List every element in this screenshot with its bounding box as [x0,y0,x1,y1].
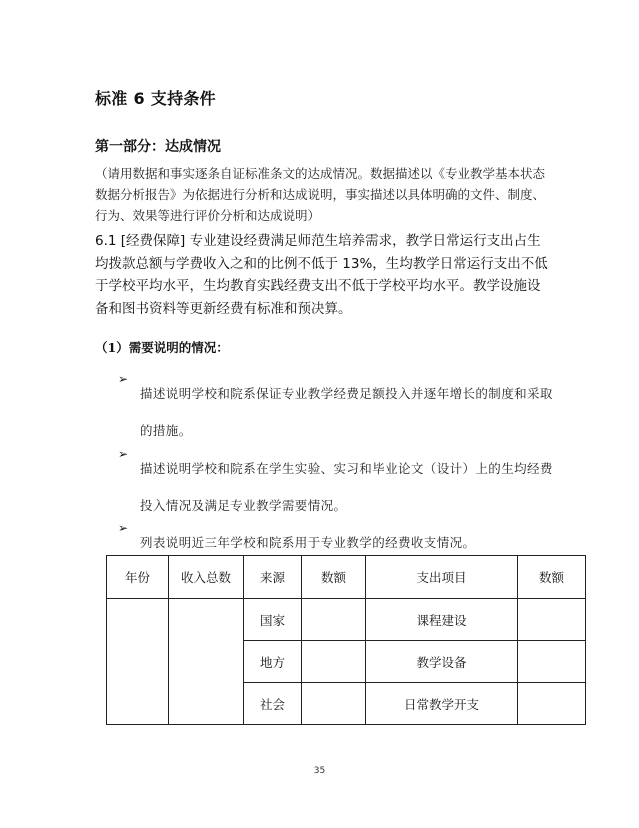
amount-cell [302,683,366,725]
standard-title: 标准 6 支持条件 [95,89,216,108]
bullet-item: 描述说明学校和院系在学生实验、实习和毕业论文（设计）上的生均经费投入情况及满足专业教学需要情况。 [140,460,553,513]
header-year: 年份 [107,556,169,599]
bullet-arrow-icon: ➢ [118,521,129,535]
instruction-text: （请用数据和事实逐条自证标准条文的达成情况。数据描述以《专业教学基本状态数据分析报告》为依据进行分析和达成说明，事实描述以具体明确的文件、制度、行为、效果等进行评价分析和达成说明） [95,166,546,223]
amount-cell [518,641,586,683]
expense-item-cell: 课程建设 [366,599,518,641]
amount-cell [302,599,366,641]
table-header-row [107,556,586,599]
bullet-arrow-icon: ➢ [118,447,129,461]
header-source: 来源 [244,556,302,599]
funding-table [106,555,586,725]
table-row [107,599,586,641]
section-heading: （1）需要说明的情况： [95,340,229,355]
criterion-text: 6.1 [经费保障] 专业建设经费满足师范生培养需求，教学日常运行支出占生均拨款总额与学费收入之和的比例不低于 13%，生均教学日常运行支出不低于学校平均水平，生均教育实践经费支出不低于学校平均水平。教学设施设备和图书资料等更新经费有标准和预决算。 [95,233,548,317]
source-cell: 国家 [244,599,302,641]
amount-cell [302,641,366,683]
amount-cell [518,599,586,641]
expense-item-cell: 日常教学开支 [366,683,518,725]
bullet-arrow-icon: ➢ [118,372,129,386]
header-expense-item: 支出项目 [366,556,518,599]
page-number: 35 [313,766,326,776]
amount-cell [518,683,586,725]
bullet-item: 列表说明近三年学校和院系用于专业教学的经费收支情况。 [140,534,476,550]
header-amount: 数额 [302,556,366,599]
expense-item-cell: 教学设备 [366,641,518,683]
bullet-item: 描述说明学校和院系保证专业教学经费足额投入并逐年增长的制度和采取的措施。 [140,385,553,438]
header-total-income: 收入总数 [169,556,244,599]
part-title: 第一部分：达成情况 [95,139,221,155]
header-amount: 数额 [518,556,586,599]
source-cell: 社会 [244,683,302,725]
source-cell: 地方 [244,641,302,683]
total-income-cell [169,599,244,725]
year-cell [107,599,169,725]
